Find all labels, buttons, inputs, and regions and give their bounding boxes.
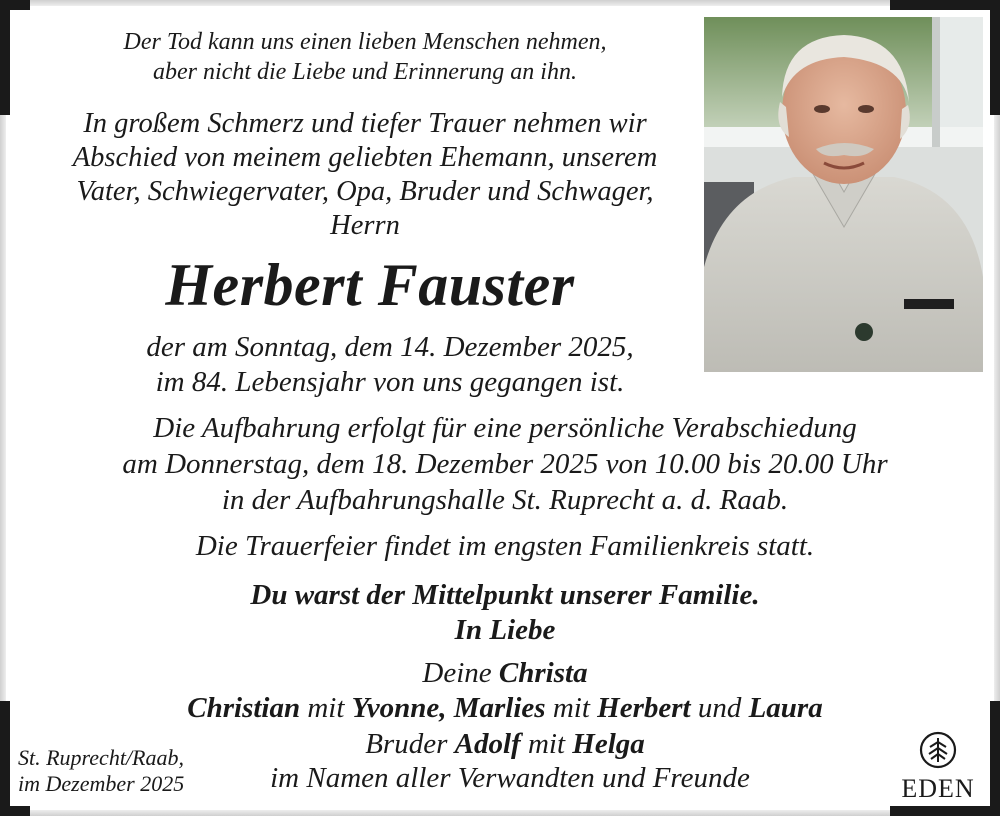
mourner-name: Laura — [748, 692, 823, 724]
intro-line: In großem Schmerz und tiefer Trauer nehmen wir — [83, 108, 647, 139]
mourner-family-line — [20, 690, 990, 726]
place-date — [18, 745, 184, 797]
mourner-name: Helga — [572, 728, 645, 760]
death-line: im 84. Lebensjahr von uns gegangen ist. — [155, 366, 625, 398]
place-line: St. Ruprecht/Raab, — [18, 745, 184, 770]
frame-left-edge — [0, 115, 6, 701]
viewing-line: in der Aufbahrungshalle St. Ruprecht a. d. Raab. — [221, 484, 789, 516]
frame-right-edge — [994, 115, 1000, 701]
eden-logo-text: EDEN — [901, 774, 975, 803]
portrait-photo — [704, 17, 983, 372]
mourner-name: Christa — [498, 657, 588, 689]
mourner-wife-line — [20, 655, 990, 691]
portrait-photo-image — [704, 17, 983, 372]
eden-logo — [888, 728, 988, 808]
mourner-connector: mit — [552, 692, 590, 724]
mourner-name: Yvonne, Marlies — [351, 692, 546, 724]
mourner-connector: mit — [307, 692, 345, 724]
frame-bottom-edge — [30, 810, 890, 816]
opening-motto — [40, 27, 690, 87]
mourner-name: Adolf — [454, 728, 521, 760]
funeral-info: Die Trauerfeier findet im engsten Familienkreis statt. — [195, 530, 815, 562]
date-line: im Dezember 2025 — [18, 771, 185, 796]
opening-motto-line: aber nicht die Liebe und Erinnerung an ihn. — [153, 59, 577, 85]
death-notice — [30, 330, 750, 400]
mourner-name: Herbert — [597, 692, 691, 724]
frame-top-edge — [30, 0, 890, 6]
opening-motto-line: Der Tod kann uns einen lieben Menschen nehmen, — [123, 29, 607, 55]
frame-corner-bottom-left-vertical — [0, 701, 10, 816]
death-line: der am Sonntag, dem 14. Dezember 2025, — [146, 331, 634, 363]
deceased-name: Herbert Fauster — [165, 252, 575, 318]
intro-line: Vater, Schwiegervater, Opa, Bruder und Schwager, — [76, 176, 654, 207]
frame-corner-top-right-vertical — [990, 0, 1000, 115]
mourner-prefix: Deine — [422, 657, 492, 689]
frame-corner-top-left-vertical — [0, 0, 10, 115]
tree-emblem-icon — [888, 728, 988, 772]
frame-corner-top-right — [890, 0, 1000, 10]
mourner-name: Christian — [187, 692, 301, 724]
viewing-info — [20, 410, 990, 518]
relatives-line: im Namen aller Verwandten und Freunde — [270, 762, 750, 794]
intro-text — [20, 107, 710, 243]
intro-line: Abschied von meinem geliebten Ehemann, unserem — [72, 142, 658, 173]
viewing-line: am Donnerstag, dem 18. Dezember 2025 von 10.00 bis 20.00 Uhr — [122, 448, 888, 480]
in-love: In Liebe — [454, 614, 556, 646]
viewing-line: Die Aufbahrung erfolgt für eine persönliche Verabschiedung — [153, 412, 857, 444]
frame-corner-bottom-right-vertical — [990, 701, 1000, 816]
mourner-prefix: Bruder — [365, 728, 448, 760]
closing-motto: Du warst der Mittelpunkt unserer Familie. — [250, 579, 760, 611]
mourner-connector: und — [697, 692, 742, 724]
mourner-connector: mit — [527, 728, 566, 760]
intro-line: Herrn — [330, 210, 400, 241]
